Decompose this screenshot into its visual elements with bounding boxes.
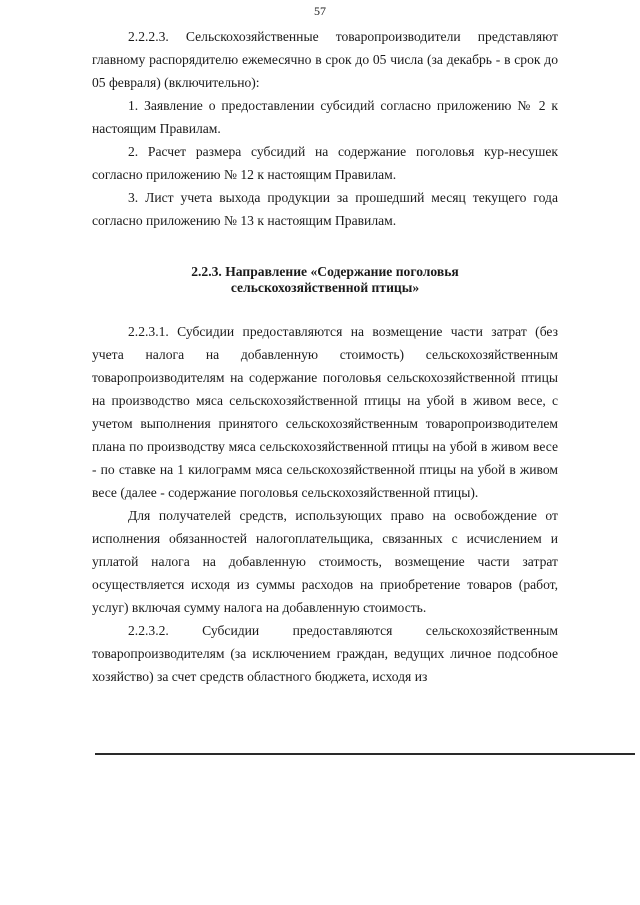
section-heading-line-2: сельскохозяйственной птицы» — [230, 280, 420, 295]
section-heading — [92, 264, 558, 296]
list-item-3: 3. Лист учета выхода продукции за прошедший месяц текущего года согласно приложению № 13 к настоящим Правилам. — [92, 190, 558, 228]
paragraph-2-2-3-2: 2.2.3.2. Субсидии предоставляются сельскохозяйственным товаропроизводителям (за исключением граждан, ведущих личное подсобное хозяйство) за счет средств областного бюджета, исходя из — [92, 623, 558, 684]
page-number: 57 — [314, 4, 326, 18]
paragraph-vat-exemption: Для получателей средств, использующих право на освобождение от исполнения обязанностей налогоплательщика, связанных с исчислением и уплатой налога на добавленную стоимость, возмещение части затрат осуществляется исходя из суммы расходов на приобретение товаров (работ, услуг) включая сумму налога на добавленную стоимость. — [92, 508, 558, 615]
paragraph-2-2-2-3: 2.2.2.3. Сельскохозяйственные товаропроизводители представляют главному распорядителю ежемесячно в срок до 05 числа (за декабрь - в срок до 05 февраля) (включительно): — [92, 29, 558, 90]
paragraph-2-2-3-1: 2.2.3.1. Субсидии предоставляются на возмещение части затрат (без учета налога на добавленную стоимость) сельскохозяйственным товаропроизводителям на содержание поголовья сельскохозяйственной птицы на производство мяса сельскохозяйственной птицы на убой в живом весе, с учетом выполнения принятого сельскохозяйственным товаропроизводителем плана по производству мяса сельскохозяйственной птицы на убой в живом весе - по ставке на 1 килограмм мяса сельскохозяйственной птицы на убой в живом весе (далее - содержание поголовья сельскохозяйственной птицы). — [92, 324, 558, 500]
document-body — [92, 25, 558, 688]
section-heading-line-1: 2.2.3. Направление «Содержание поголовья — [191, 264, 459, 279]
list-item-2: 2. Расчет размера субсидий на содержание поголовья кур-несушек согласно приложению № 12 к настоящим Правилам. — [92, 144, 558, 182]
page-bottom-rule — [95, 753, 635, 755]
list-item-1: 1. Заявление о предоставлении субсидий согласно приложению № 2 к настоящим Правилам. — [92, 98, 558, 136]
